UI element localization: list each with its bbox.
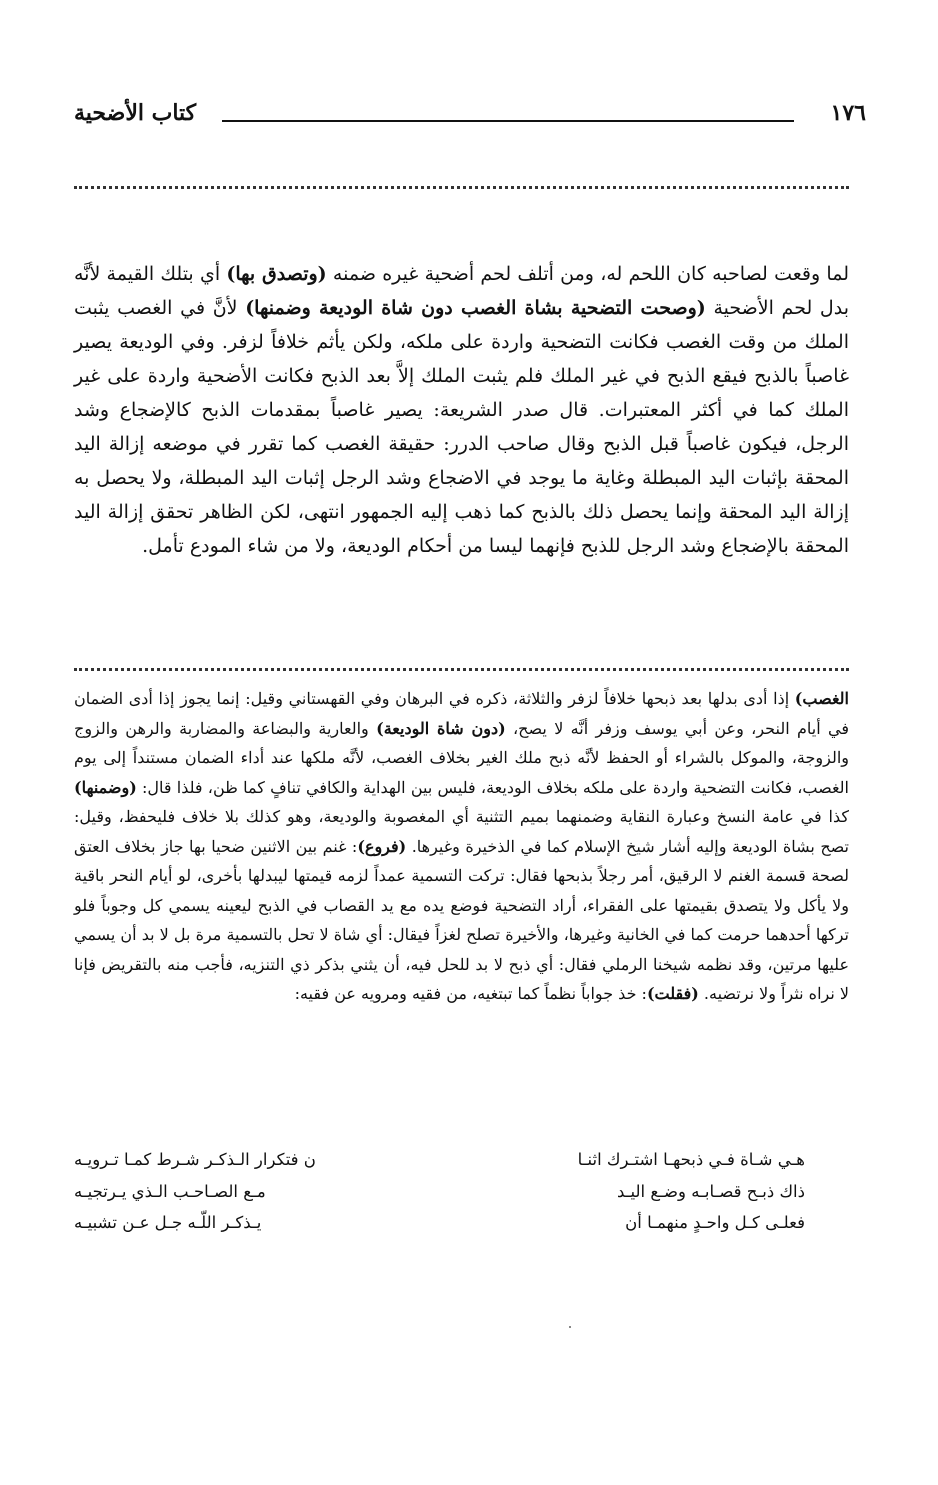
main-seg: لما وقعت لصاحبه كان اللحم له، ومن أتلف لحم أضحية غيره ضمنه — [326, 263, 849, 285]
main-seg: أي بتلك القيمة لأنَّه بدل لحم الأضحية — [74, 263, 849, 319]
poem — [74, 1150, 849, 1245]
poem-hemistich-right: ذاك ذبـح قصـابـه وضـع اليـد — [617, 1181, 805, 1201]
page-header — [74, 100, 866, 134]
poem-hemistich-right: هـي شـاة فـي ذبحهـا اشتـرك اثنـا — [577, 1150, 805, 1169]
dotted-separator-top — [74, 186, 849, 189]
main-seg: لأنَّ في الغصب يثبت الملك من وقت الغصب فكانت التضحية واردة على ملكه، ولكن يأثم خلافاً لزفر. وفي الوديعة يصير غاصباً بالذبح فيقع الذبح في غير الملك فلم يثبت الملك إلاَّ بعد الذبح فكانت الأضحية واردة على غير الملك كما في أكثر المعتبرات. قال صدر الشريعة: يصير غاصباً بمقدمات الذبح كالإضجاع وشد الرجل، فيكون غاصباً قبل الذبح وقال صاحب الدرر: حقيقة الغصب كما تقرر في موضعه إزالة اليد المحقة بإثبات اليد المبطلة وغاية ما يوجد في الاضجاع وشد الرجل إثبات اليد المبطلة، ولا يحصل به إزالة اليد المحقة وإنما يحصل ذلك بالذبح كما ذهب إليه الجمهور انتهى، لكن الظاهر تحقق إزالة اليد المحقة بالإضجاع وشد الرجل للذبح فإنهما ليسا من أحكام الوديعة، ولا من شاء المودع تأمل. — [74, 297, 850, 557]
poem-verse — [74, 1182, 849, 1214]
main-text — [74, 257, 849, 563]
poem-hemistich-left: ن فتكرار الـذكـر شـرط كمـا تـرويـه — [74, 1150, 316, 1169]
notes-seg: : غنم بين الاثنين ضحيا بها جاز بخلاف العتق لصحة قسمة الغنم لا الرقيق، أمر رجلاً بذبحها فقال: تركت التسمية عمداً لزمه قيمتها ليبدلها بأخرى، لو أيام النحر باقية ولا يأكل ولا يتصدق بقيمتها على الفقراء، أراد التضحية فوضع يده مع يد القصاب في الذبح ليعينه يسمي كل وجوباً فلو تركها أحدهما حرمت كما في الخانية وغيرها، والأخيرة تصلح لغزاً فيقال: أي شاة لا تحل بالتسمية مرة بل لا بد أن يسمي عليها مرتين، وقد نظمه شيخنا الرملي فقال: أي ذبح لا بد للحل فيه، أن يثني بذكر ذي التنزيه، فأجب منه بالتقريض فإنا لا نراه نثراً ولا نرتضيه. — [74, 836, 850, 1003]
notes-seg-bold: (دون شاة الوديعة) — [376, 718, 506, 738]
poem-hemistich-left: يـذكـر اللّـه جـل عـن تشبيـه — [74, 1213, 262, 1232]
dotted-separator-notes — [74, 668, 849, 671]
notes-seg-bold: الغصب) — [794, 689, 849, 708]
book-title: كتاب الأضحية — [74, 100, 197, 126]
notes-seg: كذا في عامة النسخ وعبارة النقاية وضمنهما بميم التثنية أي المغصوبة والوديعة، وهو كذلك بلا خلاف فليحفظ، وقيل: تصح بشاة الوديعة وإليه أشار شيخ الإسلام كما في الذخيرة وغيرها. — [74, 807, 850, 856]
main-seg-bold: (وصحت التضحية بشاة الغصب دون شاة الوديعة وضمنها) — [245, 297, 706, 319]
notes-seg: : خذ جواباً نظماً كما تبتغيه، من فقيه ومرويه عن فقيه: — [294, 984, 647, 1003]
poem-hemistich-left: مـع الصـاحـب الـذي يـرتجيـه — [74, 1181, 266, 1201]
notes-seg: إذا أدى بدلها بعد ذبحها خلافاً لزفر والثلاثة، ذكره في البرهان وفي القهستاني وقيل: إنما يجوز إذا أدى الضمان في أيام النحر، وعن أبي يوسف وزفر أنَّه لا يصح، — [74, 689, 850, 738]
notes-seg-bold: (فقلت) — [646, 984, 699, 1003]
main-seg-bold: (وتصدق بها) — [226, 263, 327, 285]
notes-seg-bold: (وضمنها) — [74, 777, 137, 797]
notes-seg-bold: (فروع) — [357, 836, 407, 856]
notes-text — [74, 684, 849, 1009]
poem-hemistich-right: فعلـى كـل واحـدٍ منهمـا أن — [625, 1213, 805, 1232]
poem-verse — [74, 1150, 849, 1182]
poem-verse — [74, 1213, 849, 1245]
header-rule — [222, 120, 794, 122]
notes-seg: والعارية والبضاعة والمضاربة والرهن والزوج والزوجة، والموكل بالشراء أو الحفظ لأنَّه ذبح ملك الغير بخلاف الغصب، لأنَّه ملكها عند أداء الضمان مستنداً إلى يوم الغصب، فكانت التضحية واردة على ملكه بخلاف الوديعة، فليس بين الهداية والكافي تنافٍ كما ظن، فلذا قال: — [74, 718, 849, 797]
scan-speck — [569, 1326, 571, 1328]
page-number: ١٧٦ — [830, 100, 866, 126]
